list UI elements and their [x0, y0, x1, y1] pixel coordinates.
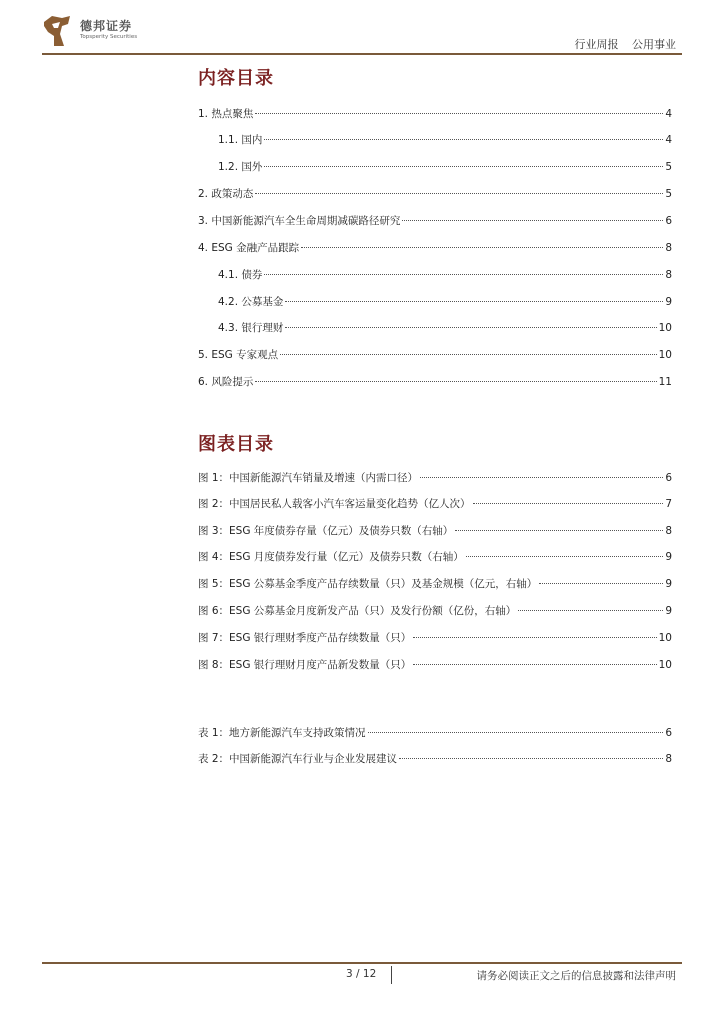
figure-item-page: 6	[665, 472, 672, 484]
figure-item[interactable]	[198, 604, 672, 618]
figure-item[interactable]	[198, 658, 672, 672]
toc-item-label: 3. 中国新能源汽车全生命周期减碳路径研究	[198, 215, 401, 227]
toc-item[interactable]	[198, 187, 672, 201]
toc-leader	[413, 664, 656, 665]
table-item-page: 8	[665, 753, 672, 765]
toc-item-label: 4.1. 债券	[218, 269, 263, 281]
logo-text-en: Topsperity Securities	[80, 34, 138, 40]
toc-item-page: 10	[658, 349, 672, 361]
toc-item-label: 4. ESG 金融产品跟踪	[198, 242, 300, 254]
figure-item-label: 图 1：中国新能源汽车销量及增速（内需口径）	[198, 472, 419, 484]
toc-item-page: 8	[665, 269, 672, 281]
logo-icon	[42, 14, 72, 48]
toc-leader	[285, 301, 663, 302]
header-category	[565, 36, 677, 52]
figure-item-page: 9	[665, 578, 672, 590]
toc-item-label: 2. 政策动态	[198, 188, 254, 200]
figure-item[interactable]	[198, 577, 672, 591]
toc-item-page: 6	[665, 215, 672, 227]
toc-item-label: 5. ESG 专家观点	[198, 349, 279, 361]
toc-leader	[455, 530, 663, 531]
figure-item-label: 图 4：ESG 月度债券发行量（亿元）及债券只数（右轴）	[198, 551, 464, 563]
toc-item-page: 9	[665, 296, 672, 308]
figure-item-label: 图 5：ESG 公募基金季度产品存续数量（只）及基金规模（亿元，右轴）	[198, 578, 538, 590]
toc-item-page: 11	[658, 376, 672, 388]
toc-item[interactable]	[218, 321, 672, 335]
toc-leader	[285, 327, 656, 328]
toc-item[interactable]	[198, 241, 672, 255]
figure-item-page: 7	[665, 498, 672, 510]
company-logo	[42, 14, 152, 50]
figure-item-page: 10	[658, 632, 672, 644]
table-item[interactable]	[198, 726, 672, 740]
figure-item-label: 图 7：ESG 银行理财季度产品存续数量（只）	[198, 632, 412, 644]
figure-item-page: 10	[658, 659, 672, 671]
toc-leader	[301, 247, 663, 248]
figure-item-label: 图 6：ESG 公募基金月度新发产品（只）及发行份额（亿份，右轴）	[198, 605, 517, 617]
toc-item-label: 1. 热点聚焦	[198, 108, 254, 120]
industry-label: 公用事业	[632, 38, 676, 51]
toc-item-label: 4.3. 银行理财	[218, 322, 284, 334]
page-number: 3 / 12	[346, 968, 377, 980]
figure-item[interactable]	[198, 471, 672, 485]
figure-item-label: 图 2：中国居民私人载客小汽车客运量变化趋势（亿人次）	[198, 498, 471, 510]
toc-leader	[255, 193, 663, 194]
toc-leader	[413, 637, 656, 638]
toc-item[interactable]	[218, 133, 672, 147]
table-item-label: 表 2：中国新能源汽车行业与企业发展建议	[198, 753, 398, 765]
footer-divider	[42, 962, 682, 964]
report-type: 行业周报	[574, 38, 619, 51]
toc-item-page: 5	[665, 188, 672, 200]
toc-item-label: 6. 风险提示	[198, 376, 254, 388]
figures-title: 图表目录	[198, 434, 274, 455]
toc-item[interactable]	[198, 214, 672, 228]
table-item-label: 表 1：地方新能源汽车支持政策情况	[198, 727, 366, 739]
toc-item[interactable]	[198, 107, 672, 121]
toc-item-label: 1.1. 国内	[218, 134, 263, 146]
figure-item-page: 9	[665, 551, 672, 563]
toc-leader	[518, 610, 663, 611]
toc-item[interactable]	[198, 375, 672, 389]
figure-item[interactable]	[198, 550, 672, 564]
toc-item-page: 10	[658, 322, 672, 334]
toc-item[interactable]	[218, 295, 672, 309]
legal-notice: 请务必阅读正文之后的信息披露和法律声明	[476, 970, 676, 982]
toc-item[interactable]	[218, 160, 672, 174]
toc-leader	[280, 354, 656, 355]
toc-leader	[402, 220, 663, 221]
figure-item-label: 图 8：ESG 银行理财月度产品新发数量（只）	[198, 659, 412, 671]
toc-leader	[539, 583, 663, 584]
toc-leader	[466, 556, 664, 557]
toc-item-page: 4	[665, 134, 672, 146]
figure-item-label: 图 3：ESG 年度债券存量（亿元）及债券只数（右轴）	[198, 525, 454, 537]
toc-item[interactable]	[198, 348, 672, 362]
toc-leader	[264, 166, 663, 167]
toc-leader	[399, 758, 663, 759]
toc-item-page: 5	[665, 161, 672, 173]
toc-leader	[264, 139, 663, 140]
header-divider	[42, 53, 682, 55]
toc-item-label: 1.2. 国外	[218, 161, 263, 173]
toc-leader	[255, 381, 656, 382]
figure-item[interactable]	[198, 631, 672, 645]
toc-item[interactable]	[218, 268, 672, 282]
figure-item[interactable]	[198, 524, 672, 538]
figure-item[interactable]	[198, 497, 672, 511]
table-item-page: 6	[665, 727, 672, 739]
toc-item-label: 4.2. 公募基金	[218, 296, 284, 308]
table-item[interactable]	[198, 752, 672, 766]
toc-leader	[264, 274, 663, 275]
figure-item-page: 8	[665, 525, 672, 537]
toc-item-page: 8	[665, 242, 672, 254]
toc-leader	[255, 113, 663, 114]
toc-leader	[368, 732, 664, 733]
toc-leader	[473, 503, 664, 504]
footer-separator	[391, 966, 392, 984]
contents-title: 内容目录	[198, 68, 274, 89]
logo-text-cn: 德邦证券	[80, 19, 133, 33]
figure-item-page: 9	[665, 605, 672, 617]
toc-leader	[420, 477, 663, 478]
toc-item-page: 4	[665, 108, 672, 120]
